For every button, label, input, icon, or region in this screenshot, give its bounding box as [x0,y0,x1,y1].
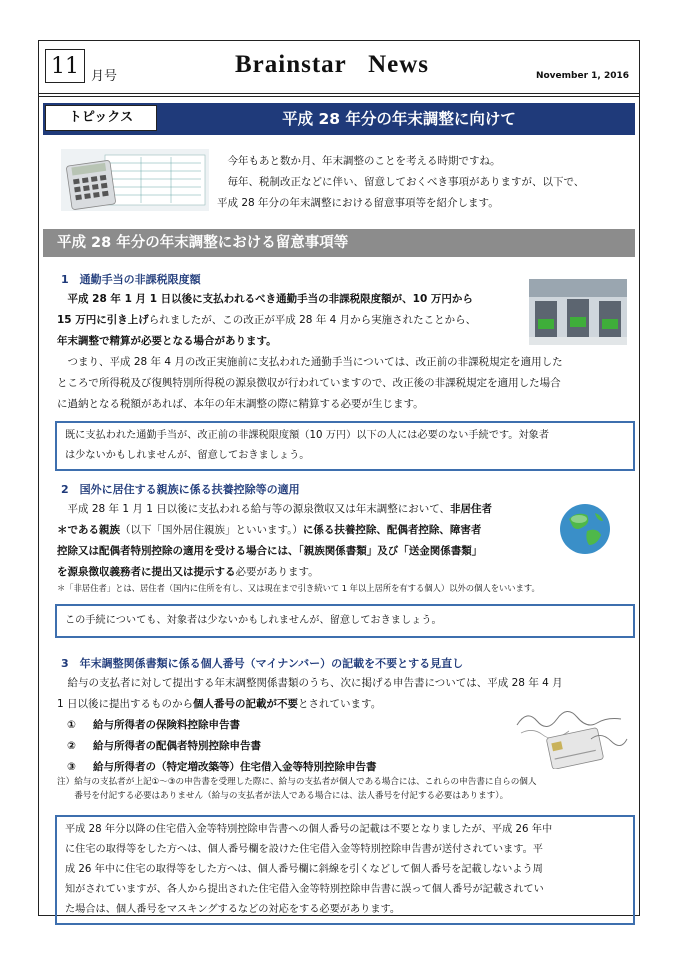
intro-line-3: 平成 28 年分の年末調整における留意事項等を紹介します。 [217,197,499,209]
item3-no-number: 個人番号の記載が不要 [193,698,299,710]
item1-raised-amount: 15 万円に引き上げ [57,314,149,326]
list-number: ③ [67,761,76,773]
item3-list [67,715,487,778]
item3-line-1: 給与の支払者に対して提出する年末調整関係書類のうち、次に掲げる申告書については、平成 28 年 4 月 [67,677,563,689]
newsletter-header [39,41,639,93]
topic-bar [43,103,635,135]
item3-note [57,775,637,803]
item1-line-1: 平成 28 年 1 月 1 日以後に支払われるべき通勤手当の非課税限度額が、10 万円から [67,293,473,305]
list-text: 給与所得者の（特定増改築等）住宅借入金等特別控除申告書 [93,761,377,773]
item1-callout [55,421,635,471]
topic-label: トピックス [45,105,157,131]
item2-relative: ＊である親族 [57,524,120,536]
item1-line-2: られましたが、この改正が平成 28 年 4 月から実施されたことから、 [148,314,477,326]
item2-definition: （以下「国外居住親族」といいます。） [120,524,303,536]
item2-footnote: ＊「非居住者」とは、居住者（国内に住所を有し、又は現在まで引き続いて 1 年以上居所を有する個人）以外の個人をいいます。 [57,583,540,593]
item1-line-6: に過納となる税額があれば、本年の年末調整の際に精算する必要が生じます。 [57,398,424,410]
item2-nonresident: 非居住者 [450,503,493,515]
item1-line-4: つまり、平成 28 年 4 月の改正実施前に支払われた通勤手当については、改正前の非課税規定を適用した [67,356,563,368]
card-and-cursive-icon [513,705,629,769]
intro-line-2: 毎年、税制改正などに伴い、留意しておくべき事項がありますが、以下で、 [227,176,585,188]
masthead: Brainstar News [235,51,430,78]
item3-note-line-2: 番号を付記する必要はありません（給与の支払者が法人である場合には、法人番号を付記する必要はあります）。 [74,791,509,801]
item1-line-3: 年末調整で精算が必要となる場合があります。 [57,335,277,347]
item2-line-1: 平成 28 年 1 月 1 日以後に支払われる給与等の源泉徴収又は年末調整において、 [67,503,451,515]
item1-line-5: ところで所得税及び復興特別所得税の源泉徴収が行われていますので、改正後の非課税規定を適用した場合 [57,377,561,389]
list-number: ② [67,740,76,752]
item2-line-3: 控除又は配偶者特別控除の適用を受ける場合には、「親族関係書類」及び「送金関係書類」 [57,545,483,557]
calculator-tax-form-icon [61,149,209,211]
item2-deductions: に係る扶養控除、配偶者控除、障害者 [302,524,482,536]
item1-heading: 1 通勤手当の非課税限度額 [61,273,201,286]
item1-explanation [57,352,633,415]
section-title: 平成 28 年分の年末調整における留意事項等 [43,229,635,257]
list-item [67,736,487,757]
item3-callout-line-5: た場合は、個人番号をマスキングするなどの対応をする必要があります。 [65,904,401,915]
list-item [67,715,487,736]
list-number: ① [67,719,76,731]
item3-callout-line-1: 平成 28 年分以降の住宅借入金等特別控除申告書への個人番号の記載は不要となりましたが、平成 26 年中 [65,824,553,835]
item2-line-4-rest: 必要があります。 [235,566,319,578]
topic-title: 平成 28 年分の年末調整に向けて [282,110,516,128]
item1-callout-line-1: 既に支払われた通勤手当が、改正前の非課税限度額（10 万円）以下の人には必要のない手続です。対象者 [65,430,550,441]
item3-line-2: 1 日以後に提出するものから [57,698,194,710]
header-divider [39,93,639,97]
intro-line-1: 今年もあと数か月、年末調整のことを考える時期ですね。 [227,155,501,167]
ticket-gate-icon [529,279,627,345]
intro-text [217,151,629,214]
item3-callout [55,815,635,925]
list-text: 給与所得者の保険料控除申告書 [93,719,240,731]
list-text: 給与所得者の配偶者特別控除申告書 [93,740,261,752]
issue-unit: 月号 [91,69,118,84]
item3-callout-line-2: に住宅の取得等をした方へは、個人番号欄を設けた住宅借入金等特別控除申告書が送付されています。平 [65,844,543,855]
newsletter-frame [38,40,640,916]
publication-date: November 1, 2016 [535,71,629,81]
item3-callout-line-3: 成 26 年中に住宅の取得等をした方へは、個人番号欄に斜線を引くなどして個人番号を記載しないよう周 [65,864,543,875]
item3-note-line-1: 注）給与の支払者が上記①～③の申告書を受理した際に、給与の支払者が個人である場合には、これらの申告書に自らの個人 [57,777,537,787]
item3-line-2-rest: とされています。 [298,698,382,710]
globe-icon [557,501,613,557]
item2-heading: 2 国外に居住する親族に係る扶養控除等の適用 [61,483,300,496]
item2-callout [55,604,635,638]
item1-callout-line-2: は少ないかもしれませんが、留意しておきましょう。 [65,450,310,461]
issue-number: 11 [45,49,85,83]
item2-callout-line: この手続についても、対象者は少ないかもしれませんが、留意しておきましょう。 [65,615,442,626]
item2-body [57,499,569,583]
item2-line-4: を源泉徴収義務者に提出又は提示する [57,566,236,578]
item3-callout-line-4: 知がされていますが、各人から提出された住宅借入金等特別控除申告書に誤って個人番号が記載されてい [65,884,544,895]
item3-heading: 3 年末調整関係書類に係る個人番号（マイナンバー）の記載を不要とする見直し [61,657,464,670]
item1-body [57,289,527,352]
